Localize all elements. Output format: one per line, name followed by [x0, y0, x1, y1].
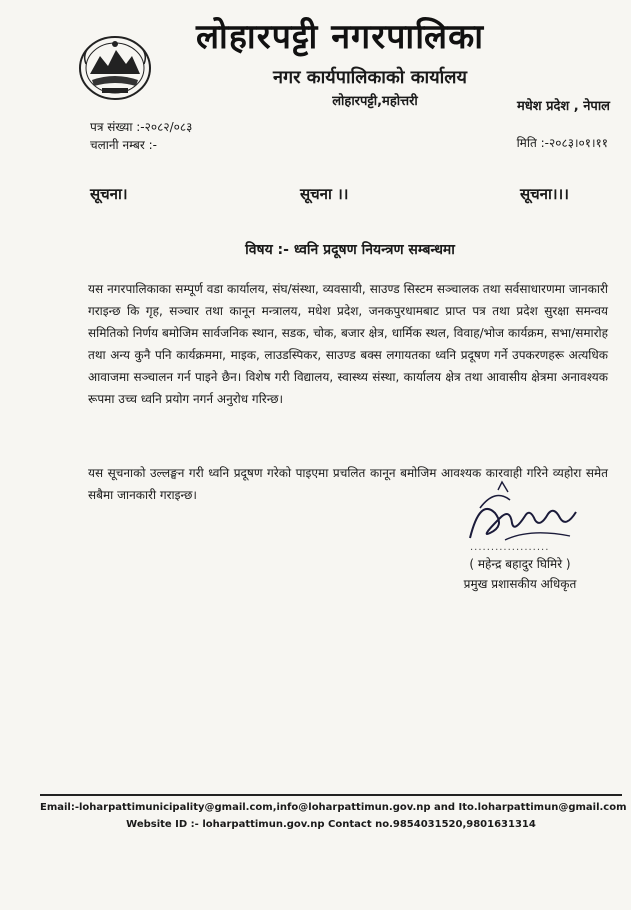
signatory-name: ( महेन्द्र बहादुर घिमिरे )	[469, 557, 571, 571]
body-paragraph-1: यस नगरपालिकाका सम्पूर्ण वडा कार्यालय, संघ/संस्था, व्यवसायी, साउण्ड सिस्टम सञ्चालक तथा सर्वसाधारणमा जानकारी गराइन्छ कि गृह, सञ्चार तथा कानून मन्त्रालय, मधेश प्रदेश, जनकपुरधामबाट प्राप्त पत्र तथा प्रदेश सुरक्षा समन्वय समितिको निर्णय बमोजिम सार्वजनिक स्थान, सडक, चोक, बजार क्षेत्र, धार्मिक स्थल, विवाह/भोज कार्यक्रम, सभा/समारोह तथा अन्य कुनै पनि कार्यक्रममा, माइक, लाउडस्पिकर, साउण्ड बक्स लगायतका ध्वनि प्रदूषण गर्ने उपकरणहरू अत्यधिक आवाजमा सञ्चालन गर्न पाइने छैन। विशेष गरी विद्यालय, स्वास्थ्य संस्था, कार्यालय क्षेत्र तथा आवासीय क्षेत्रमा अनावश्यक रूपमा उच्च ध्वनि प्रयोग नगर्न अनुरोध गरिन्छ।	[88, 282, 608, 406]
signature-dots: ...................	[470, 542, 550, 553]
government-emblem-icon	[78, 34, 152, 102]
subject-line: विषय :- ध्वनि प्रदूषण नियन्त्रण सम्बन्धमा	[245, 242, 455, 258]
office-location: लोहारपट्टी,महोत्तरी	[332, 94, 418, 109]
notice-heading-center: सूचना ।।	[300, 185, 349, 203]
footer-email-line: Email:-loharpattimunicipality@gmail.com,info@loharpattimun.gov.np and Ito.loharpattimun@gmail.com	[40, 802, 627, 813]
footer-divider	[40, 794, 622, 796]
footer-contact-line: Website ID :- loharpattimun.gov.np Contact no.9854031520,9801631314	[126, 819, 536, 830]
municipality-name: लोहारपट्टी नगरपालिका	[195, 17, 485, 57]
province-country: मधेश प्रदेश , नेपाल	[516, 99, 610, 114]
letter-date: मिति :-२०८३।०१।११	[516, 136, 608, 150]
letter-number: पत्र संख्या :-२०८२/०८३	[90, 120, 193, 134]
office-name: नगर कार्यपालिकाको कार्यालय	[273, 67, 467, 88]
body-paragraph-2: यस सूचनाको उल्लङ्घन गरी ध्वनि प्रदूषण गरेको पाइएमा प्रचलित कानून बमोजिम आवश्यक कारवाही गरिने व्यहोरा समेत सबैमा जानकारी गराइन्छ।	[88, 466, 608, 502]
dispatch-number: चलानी नम्बर :-	[90, 138, 157, 152]
notice-heading-right: सूचना।।।	[520, 185, 569, 203]
signatory-title: प्रमुख प्रशासकीय अधिकृत	[463, 577, 577, 591]
notice-heading-left: सूचना।	[90, 185, 128, 203]
